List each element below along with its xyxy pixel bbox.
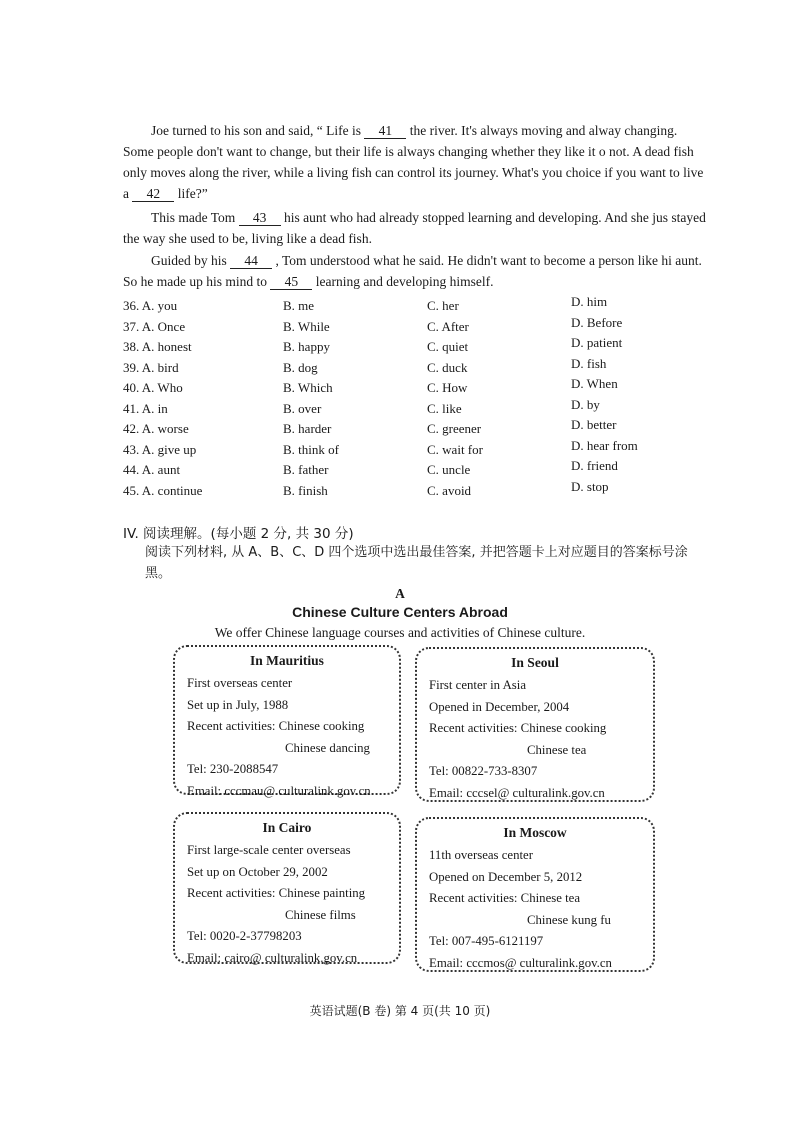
center-card-mauritius xyxy=(173,645,401,798)
card-email: Email: cccmos@ culturalink.gov.cn xyxy=(429,955,612,970)
option-c: C. quiet xyxy=(427,339,469,354)
option-d: D. patient xyxy=(571,335,623,350)
option-row-45 xyxy=(123,478,723,504)
option-d: D. friend xyxy=(571,458,618,473)
section-heading: IV. 阅读理解。(每小题 2 分, 共 30 分) xyxy=(123,526,354,542)
option-row-36 xyxy=(123,294,723,319)
option-d: D. by xyxy=(571,396,600,412)
card-line: Recent activities: Chinese tea xyxy=(429,891,581,905)
option-d: D. Before xyxy=(571,314,623,330)
center-card-seoul xyxy=(415,647,655,802)
option-d: D. fish xyxy=(571,355,607,371)
option-b: B. happy xyxy=(283,339,330,354)
option-row-39 xyxy=(123,355,723,381)
option-a: 43. A. give up xyxy=(123,441,197,457)
card-line: Chinese dancing xyxy=(285,740,370,755)
answer-options xyxy=(123,294,723,503)
card-email: Email: cccmau@ culturalink.gov.cn xyxy=(187,783,371,798)
section-instruction: 阅读下列材料, 从 A、B、C、D 四个选项中选出最佳答案, 并把答题卡上对应题目的答案标号涂黑。 xyxy=(145,545,688,581)
option-row-43 xyxy=(123,437,723,463)
center-card-cairo xyxy=(173,812,401,964)
page-footer: 英语试题(B 卷) 第 4 页(共 10 页) xyxy=(309,1004,491,1018)
option-b: B. father xyxy=(283,462,329,477)
card-phone: Tel: 007-495-6121197 xyxy=(429,934,544,948)
option-a: 45. A. continue xyxy=(123,482,203,498)
card-line: Recent activities: Chinese cooking xyxy=(187,719,365,733)
option-row-40 xyxy=(123,376,723,401)
option-a: 38. A. honest xyxy=(123,339,192,354)
text: , Tom understood what he said. He didn't want to become a person like hi aunt. So he made up his mind to xyxy=(123,253,702,289)
option-d: D. When xyxy=(571,376,618,391)
option-b: B. harder xyxy=(283,421,332,436)
card-line: First large-scale center overseas xyxy=(187,843,351,857)
option-b: B. dog xyxy=(283,359,318,375)
card-phone: Tel: 0020-2-37798203 xyxy=(187,929,302,943)
option-c: C. wait for xyxy=(427,441,483,457)
card-phone: Tel: 00822-733-8307 xyxy=(429,764,538,778)
passage-title: Chinese Culture Centers Abroad xyxy=(292,604,508,620)
passage-subtitle: We offer Chinese language courses and activities of Chinese culture. xyxy=(214,625,586,640)
option-d: D. hear from xyxy=(571,437,638,453)
option-a: 42. A. worse xyxy=(123,421,189,436)
cloze-paragraph-2 xyxy=(123,207,708,249)
option-c: C. duck xyxy=(427,359,468,375)
text: his aunt who had already stopped learning and developing. And she jus stayed the way she used to be, living like a dead fish. xyxy=(123,210,706,246)
card-title: In Moscow xyxy=(503,825,567,840)
option-d: D. him xyxy=(571,294,608,309)
option-c: C. greener xyxy=(427,421,482,436)
card-line: First overseas center xyxy=(187,676,293,690)
text: Guided by his xyxy=(151,253,227,268)
option-b: B. While xyxy=(283,318,330,334)
option-c: C. avoid xyxy=(427,482,472,498)
card-line: Set up on October 29, 2002 xyxy=(187,864,328,879)
card-line: Opened in December, 2004 xyxy=(429,699,570,714)
text: learning and developing himself. xyxy=(315,274,494,289)
option-b: B. Which xyxy=(283,380,333,395)
card-email: Email: cccsel@ culturalink.gov.cn xyxy=(429,785,605,800)
card-line: Recent activities: Chinese painting xyxy=(187,886,366,900)
option-a: 41. A. in xyxy=(123,400,168,416)
text: the river. It's always moving and alway changing. Some people don't want to change, but their life is always changing whether they like it o not. A dead fish only moves along the river, while a living fish can control its journey. What's you choice if you want to live a xyxy=(123,123,704,201)
blank-41: 41 xyxy=(364,123,406,139)
blank-43: 43 xyxy=(239,210,281,226)
option-a: 40. A. Who xyxy=(123,380,183,395)
card-line: Set up in July, 1988 xyxy=(187,697,289,712)
option-row-44 xyxy=(123,458,723,483)
option-a: 44. A. aunt xyxy=(123,462,181,477)
text: Joe turned to his son and said, “ Life is xyxy=(151,123,361,138)
option-b: B. me xyxy=(283,298,315,313)
option-row-37 xyxy=(123,314,723,340)
card-line: Recent activities: Chinese cooking xyxy=(429,721,607,735)
card-line: Chinese films xyxy=(285,907,356,922)
option-a: 36. A. you xyxy=(123,298,178,313)
cloze-paragraph-3 xyxy=(123,250,708,292)
option-a: 39. A. bird xyxy=(123,359,179,375)
option-c: C. like xyxy=(427,400,462,416)
option-c: C. her xyxy=(427,298,459,313)
card-line: Opened on December 5, 2012 xyxy=(429,869,583,884)
option-c: C. After xyxy=(427,318,469,334)
cloze-paragraph-1 xyxy=(123,120,708,204)
option-d: D. better xyxy=(571,417,617,432)
option-row-38 xyxy=(123,335,723,360)
card-title: In Seoul xyxy=(511,655,559,670)
card-title: In Cairo xyxy=(262,820,312,835)
blank-45: 45 xyxy=(270,274,312,290)
option-c: C. uncle xyxy=(427,462,471,477)
card-line: 11th overseas center xyxy=(429,848,533,862)
option-b: B. over xyxy=(283,400,322,416)
card-email: Email: cairo@ culturalink.gov.cn xyxy=(187,950,358,965)
option-b: B. finish xyxy=(283,482,328,498)
text: life?” xyxy=(177,186,208,201)
blank-44: 44 xyxy=(230,253,272,269)
option-a: 37. A. Once xyxy=(123,318,186,334)
card-line: Chinese tea xyxy=(527,742,587,757)
card-title: In Mauritius xyxy=(250,653,324,668)
passage-label: A xyxy=(395,586,405,601)
option-b: B. think of xyxy=(283,441,339,457)
blank-42: 42 xyxy=(132,186,174,202)
card-line: Chinese kung fu xyxy=(527,912,611,927)
center-card-moscow xyxy=(415,817,655,972)
option-c: C. How xyxy=(427,380,468,395)
option-row-41 xyxy=(123,396,723,422)
text: This made Tom xyxy=(151,210,236,225)
card-line: First center in Asia xyxy=(429,678,527,692)
option-d: D. stop xyxy=(571,478,609,494)
card-phone: Tel: 230-2088547 xyxy=(187,762,279,776)
